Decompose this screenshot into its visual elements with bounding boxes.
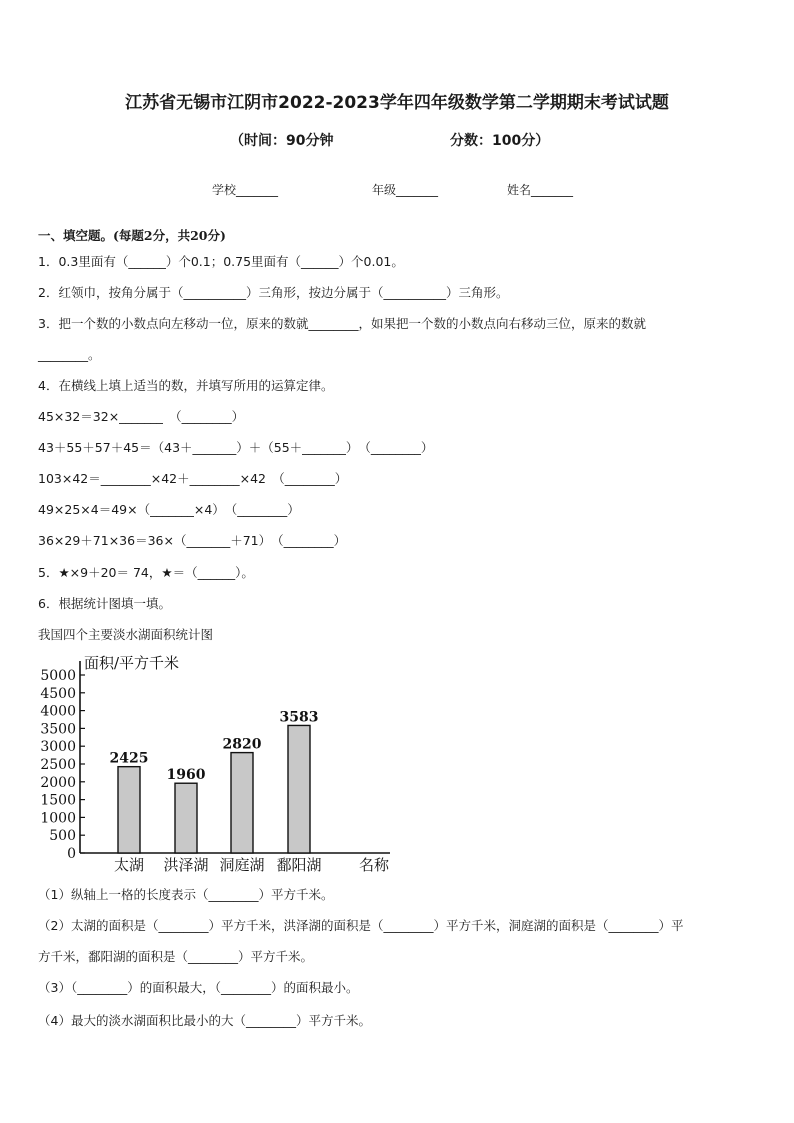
question-2: 2．红领巾，按角分属于（__________）三角形，按边分属于（__________）三角形。 [38, 285, 509, 300]
question-6: 6．根据统计图填一填。 [38, 596, 171, 611]
question-4-item-3: 103×42＝________×42＋________×42 （________） [38, 471, 348, 486]
x-category-label: 洪泽湖 [163, 856, 209, 874]
bar-1 [118, 767, 140, 853]
y-tick-label: 500 [49, 828, 76, 845]
question-4-item-5: 36×29＋71×36＝36×（_______＋71） （________） [38, 533, 347, 548]
question-4-item-2: 43＋55＋57＋45＝（43＋_______）＋（55＋_______） （________） [38, 440, 434, 455]
x-category-label: 洞庭湖 [219, 856, 265, 874]
exam-score: 分数：100分） [450, 133, 550, 149]
y-tick-label: 3500 [40, 721, 76, 738]
bar-data-label: 3583 [279, 709, 319, 726]
chart-caption: 我国四个主要淡水湖面积统计图 [38, 627, 214, 642]
grade-field: 年级_______ [372, 183, 439, 197]
question-6-part-2-line-2: 方千米，鄱阳湖的面积是（________）平方千米。 [38, 949, 314, 964]
page-title: 江苏省无锡市江阴市2022-2023学年四年级数学第二学期期末考试试题 [125, 93, 669, 113]
question-3-line-2: ________。 [38, 347, 101, 362]
x-axis-label: 名称 [358, 856, 390, 874]
x-category-label: 太湖 [113, 856, 145, 874]
y-tick-label: 5000 [40, 668, 76, 684]
y-tick-label: 3000 [40, 739, 76, 756]
y-tick-label: 0 [67, 846, 76, 862]
question-6-part-3: （3）（________）的面积最大，（________）的面积最小。 [38, 980, 359, 995]
question-6-part-2-line-1: （2）太湖的面积是（________）平方千米，洪泽湖的面积是（________）平方千米，洞庭湖的面积是（________）平 [38, 918, 684, 933]
x-category-label: 鄱阳湖 [276, 856, 322, 874]
question-5: 5．★×9＋20＝ 74，★＝（______）。 [38, 565, 254, 580]
bar-2 [175, 783, 197, 853]
question-6-part-4: （4）最大的淡水湖面积比最小的大（________）平方千米。 [38, 1013, 371, 1028]
school-field: 学校_______ [212, 183, 279, 197]
bar-4 [288, 725, 310, 853]
y-axis-label: 面积/平方千米 [84, 654, 180, 672]
bar-data-label: 1960 [166, 767, 206, 784]
lake-area-chart [36, 648, 406, 878]
y-tick-label: 1000 [40, 810, 76, 827]
y-tick-label: 1500 [40, 792, 76, 809]
question-4-item-1: 45×32＝32×_______ （________） [38, 409, 245, 424]
y-tick-label: 2000 [40, 774, 76, 791]
bar-data-label: 2820 [222, 736, 262, 753]
bar-data-label: 2425 [109, 750, 149, 767]
name-field: 姓名_______ [507, 183, 574, 197]
exam-time: （时间：90分钟 [230, 133, 334, 149]
question-3-line-1: 3．把一个数的小数点向左移动一位，原来的数就________，如果把一个数的小数点向右移动三位，原来的数就 [38, 316, 646, 331]
question-4-item-4: 49×25×4＝49×（_______×4） （________） [38, 502, 300, 517]
y-tick-label: 4000 [40, 703, 76, 720]
section-heading: 一、填空题。(每题2分，共20分) [38, 228, 226, 243]
question-1: 1．0.3里面有（______）个0.1；0.75里面有（______）个0.01。 [38, 254, 404, 269]
y-tick-label: 2500 [40, 757, 76, 773]
question-6-part-1: （1）纵轴上一格的长度表示（________）平方千米。 [38, 887, 334, 902]
bar-3 [231, 753, 253, 853]
y-tick-label: 4500 [40, 685, 76, 702]
question-4: 4．在横线上填上适当的数，并填写所用的运算定律。 [38, 378, 334, 393]
